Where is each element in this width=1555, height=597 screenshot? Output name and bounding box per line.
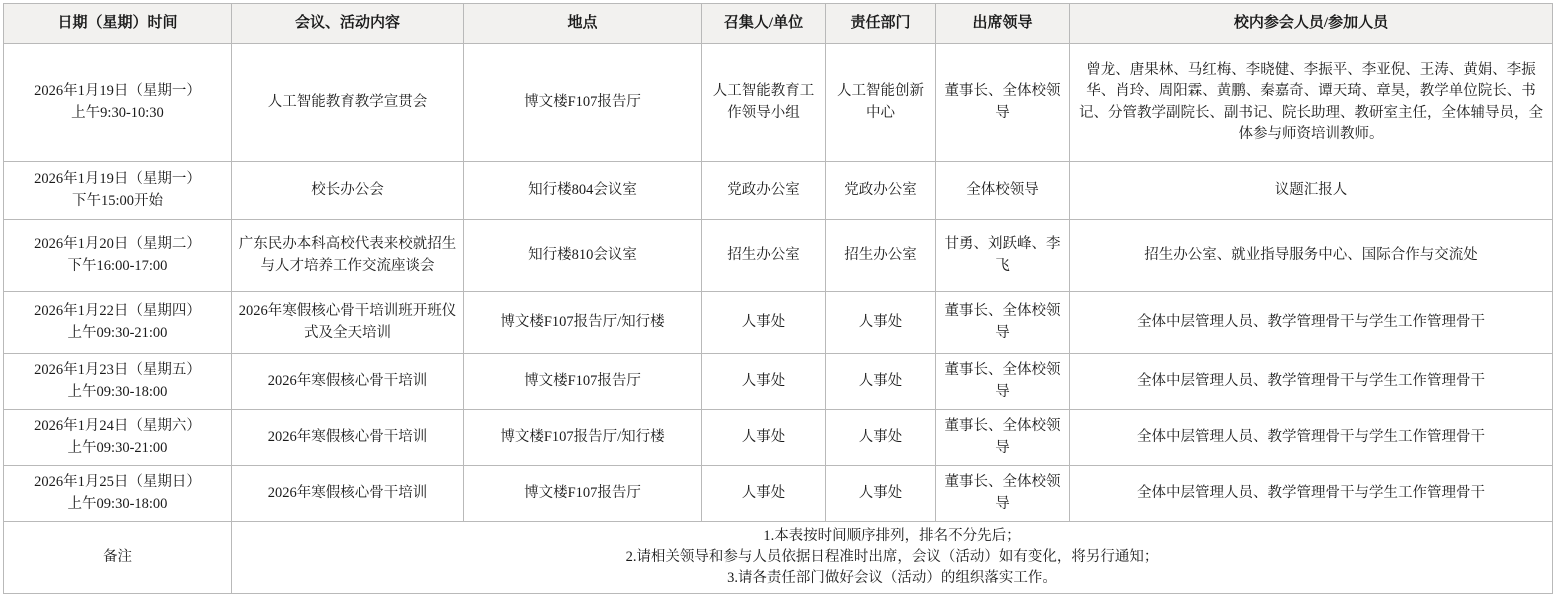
cell-leaders: 董事长、全体校领导 — [936, 44, 1070, 162]
cell-leaders: 董事长、全体校领导 — [936, 466, 1070, 522]
cell-content: 人工智能教育教学宣贯会 — [232, 44, 464, 162]
cell-content: 2026年寒假核心骨干培训班开班仪式及全天培训 — [232, 292, 464, 354]
cell-convener: 招生办公室 — [702, 220, 826, 292]
cell-convener: 人事处 — [702, 354, 826, 410]
notes-label: 备注 — [4, 522, 232, 594]
notes-line-2: 2.请相关领导和参与人员依据日程准时出席，会议（活动）如有变化，将另行通知； — [625, 549, 1159, 566]
cell-department: 人事处 — [826, 354, 936, 410]
cell-department: 人工智能创新中心 — [826, 44, 936, 162]
column-header-place: 地点 — [464, 4, 702, 44]
cell-content: 2026年寒假核心骨干培训 — [232, 410, 464, 466]
cell-attendees: 全体中层管理人员、教学管理骨干与学生工作管理骨干 — [1070, 466, 1553, 522]
table-header — [4, 4, 1553, 44]
cell-place: 博文楼F107报告厅/知行楼 — [464, 410, 702, 466]
cell-date: 2026年1月20日（星期二） 下午16:00-17:00 — [4, 220, 232, 292]
table-row — [4, 44, 1553, 162]
cell-leaders: 甘勇、刘跃峰、李飞 — [936, 220, 1070, 292]
table-row — [4, 162, 1553, 220]
column-header-date: 日期（星期）时间 — [4, 4, 232, 44]
notes-body — [232, 522, 1553, 594]
header-row — [4, 4, 1553, 44]
column-header-attendees: 校内参会人员/参加人员 — [1070, 4, 1553, 44]
cell-convener: 人工智能教育工作领导小组 — [702, 44, 826, 162]
cell-department: 人事处 — [826, 466, 936, 522]
meeting-schedule-table — [3, 3, 1553, 594]
cell-date: 2026年1月24日（星期六） 上午09:30-21:00 — [4, 410, 232, 466]
notes-line-3: 3.请各责任部门做好会议（活动）的组织落实工作。 — [727, 570, 1057, 587]
cell-place: 博文楼F107报告厅 — [464, 466, 702, 522]
column-header-content: 会议、活动内容 — [232, 4, 464, 44]
cell-content: 校长办公会 — [232, 162, 464, 220]
cell-department: 招生办公室 — [826, 220, 936, 292]
cell-place: 博文楼F107报告厅 — [464, 44, 702, 162]
cell-leaders: 董事长、全体校领导 — [936, 354, 1070, 410]
table-row — [4, 354, 1553, 410]
cell-date: 2026年1月25日（星期日） 上午09:30-18:00 — [4, 466, 232, 522]
cell-attendees: 曾龙、唐果林、马红梅、李晓健、李振平、李亚倪、王涛、黄娟、李振华、肖玲、周阳霖、黄鹏、秦嘉奇、谭天琦、章昊，教学单位院长、书记、分管教学副院长、副书记、院长助理、教研室主任，全体辅导员，全体参与师资培训教师。 — [1070, 44, 1553, 162]
cell-department: 党政办公室 — [826, 162, 936, 220]
cell-leaders: 全体校领导 — [936, 162, 1070, 220]
notes-line-1: 1.本表按时间顺序排列，排名不分先后； — [763, 528, 1021, 544]
cell-department: 人事处 — [826, 410, 936, 466]
cell-date: 2026年1月19日（星期一） 下午15:00开始 — [4, 162, 232, 220]
notes-row — [4, 522, 1553, 594]
cell-date: 2026年1月23日（星期五） 上午09:30-18:00 — [4, 354, 232, 410]
cell-convener: 人事处 — [702, 292, 826, 354]
cell-leaders: 董事长、全体校领导 — [936, 292, 1070, 354]
cell-convener: 党政办公室 — [702, 162, 826, 220]
cell-place: 博文楼F107报告厅/知行楼 — [464, 292, 702, 354]
table-body — [4, 44, 1553, 594]
cell-attendees: 全体中层管理人员、教学管理骨干与学生工作管理骨干 — [1070, 292, 1553, 354]
column-header-leaders: 出席领导 — [936, 4, 1070, 44]
cell-date: 2026年1月22日（星期四） 上午09:30-21:00 — [4, 292, 232, 354]
cell-attendees: 议题汇报人 — [1070, 162, 1553, 220]
cell-attendees: 招生办公室、就业指导服务中心、国际合作与交流处 — [1070, 220, 1553, 292]
column-header-convener: 召集人/单位 — [702, 4, 826, 44]
cell-content: 广东民办本科高校代表来校就招生与人才培养工作交流座谈会 — [232, 220, 464, 292]
cell-content: 2026年寒假核心骨干培训 — [232, 466, 464, 522]
cell-attendees: 全体中层管理人员、教学管理骨干与学生工作管理骨干 — [1070, 354, 1553, 410]
cell-place: 知行楼804会议室 — [464, 162, 702, 220]
column-header-department: 责任部门 — [826, 4, 936, 44]
cell-leaders: 董事长、全体校领导 — [936, 410, 1070, 466]
cell-place: 知行楼810会议室 — [464, 220, 702, 292]
cell-place: 博文楼F107报告厅 — [464, 354, 702, 410]
table-row — [4, 220, 1553, 292]
table-row — [4, 466, 1553, 522]
cell-department: 人事处 — [826, 292, 936, 354]
table-row — [4, 410, 1553, 466]
table-row — [4, 292, 1553, 354]
cell-convener: 人事处 — [702, 466, 826, 522]
cell-content: 2026年寒假核心骨干培训 — [232, 354, 464, 410]
cell-convener: 人事处 — [702, 410, 826, 466]
cell-date: 2026年1月19日（星期一） 上午9:30-10:30 — [4, 44, 232, 162]
cell-attendees: 全体中层管理人员、教学管理骨干与学生工作管理骨干 — [1070, 410, 1553, 466]
